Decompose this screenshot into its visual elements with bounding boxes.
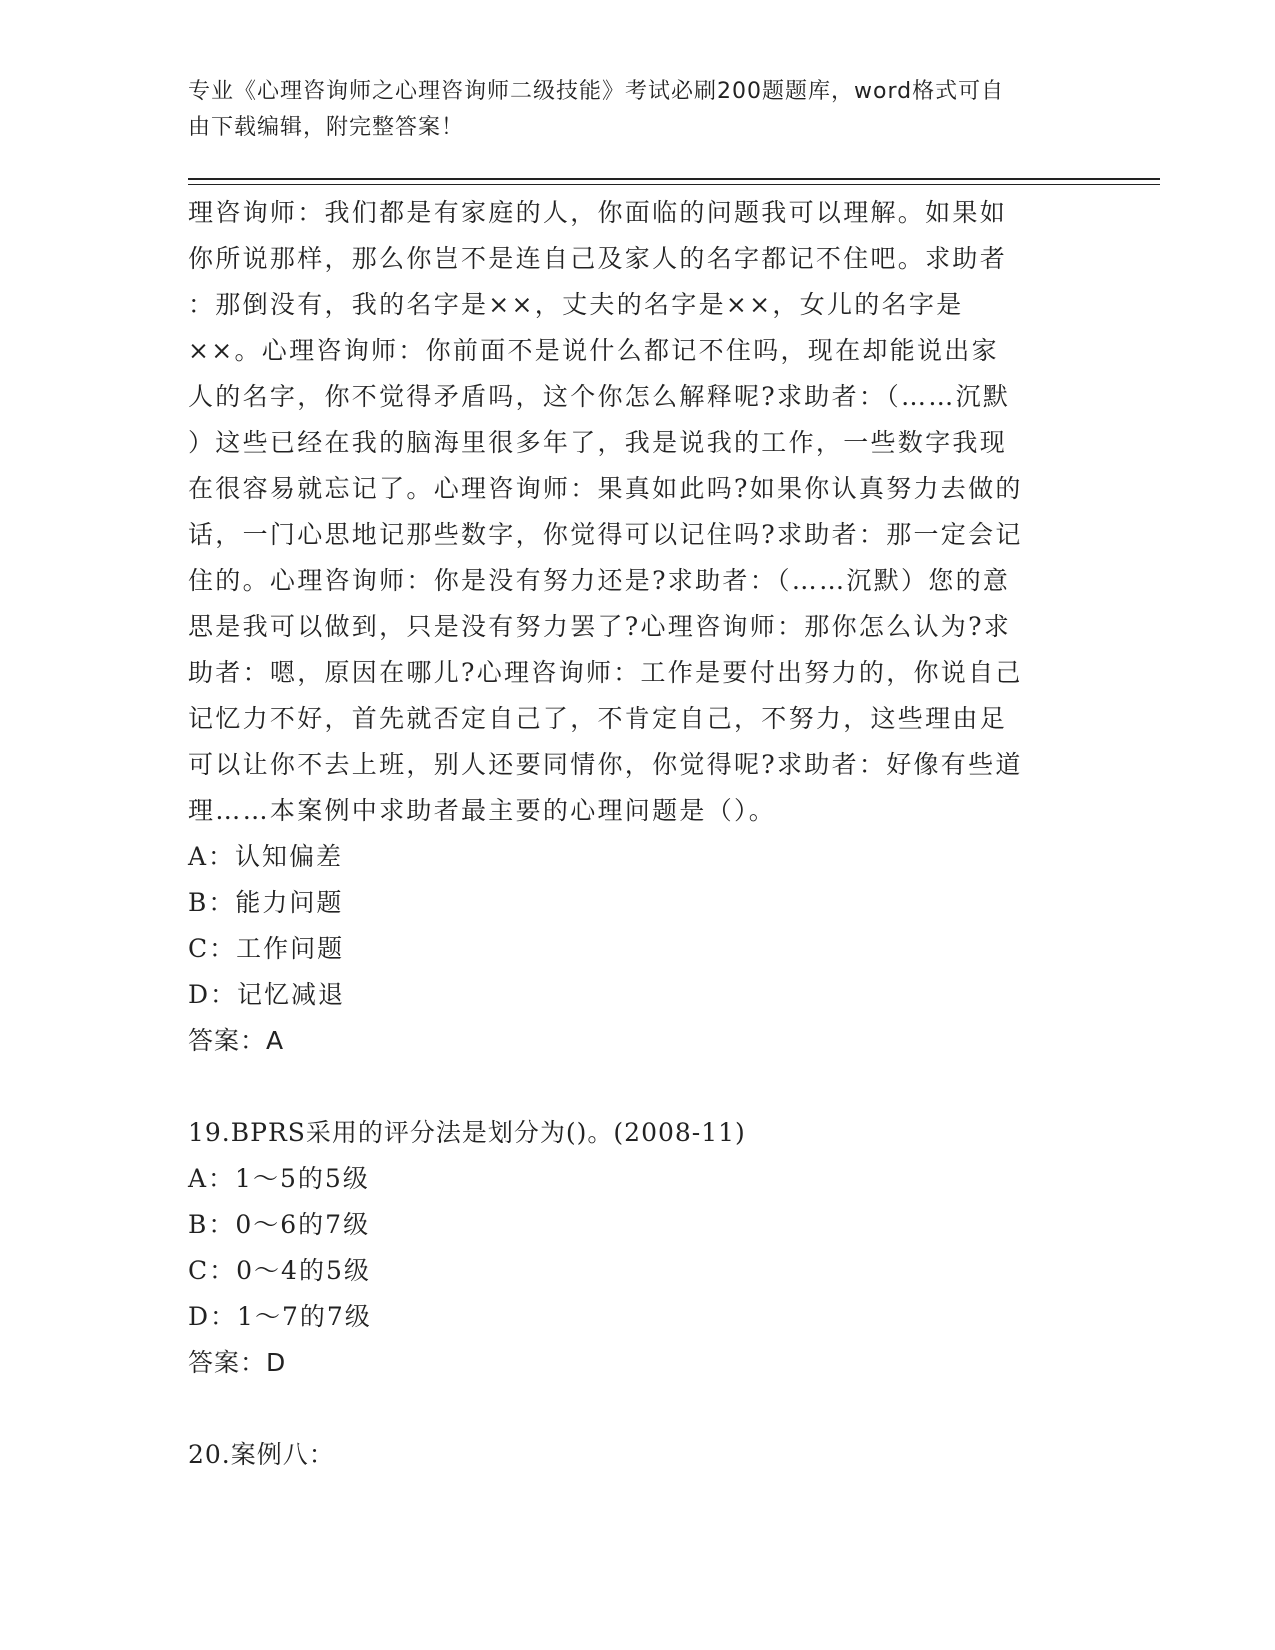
passage-line: 理咨询师：我们都是有家庭的人，你面临的问题我可以理解。如果如 [188,198,1008,227]
option-a: A：1～5的5级 [188,1164,370,1193]
passage-line: 记忆力不好，首先就否定自己了，不肯定自己，不努力，这些理由足 [188,704,1008,733]
header-line-1: 专业《心理咨询师之心理咨询师二级技能》考试必刷200题题库，word格式可自 [188,79,1005,104]
passage-line: 思是我可以做到，只是没有努力罢了?心理咨询师：那你怎么认为?求 [188,612,1012,641]
passage-line: ××。心理咨询师：你前面不是说什么都记不住吗，现在却能说出家 [188,336,999,365]
option-d: D：1～7的7级 [188,1302,372,1331]
passage-line: 人的名字，你不觉得矛盾吗，这个你怎么解释呢?求助者：（……沉默 [188,382,1011,411]
option-c: C：0～4的5级 [188,1256,371,1285]
passage-line: 可以让你不去上班，别人还要同情你，你觉得呢?求助者：好像有些道 [188,750,1023,779]
option-a: A：认知偏差 [188,842,344,871]
option-d: D：记忆减退 [188,980,346,1009]
document-header [188,74,1088,146]
passage-line: ）这些已经在我的脑海里很多年了，我是说我的工作，一些数字我现 [188,428,1008,457]
passage-line: 理……本案例中求助者最主要的心理问题是（）。 [188,796,777,825]
question-20-title: 20.案例八： [188,1440,335,1469]
case-passage [188,190,1088,834]
header-line-2: 由下载编辑，附完整答案！ [188,115,465,140]
document-body [188,190,1088,1478]
passage-line: 住的。心理咨询师：你是没有努力还是?求助者：（……沉默）您的意 [188,566,1011,595]
answer-line: 答案：D [188,1348,287,1377]
header-rule-thin [188,184,1160,185]
header-rule-thick [188,178,1160,180]
option-c: C：工作问题 [188,934,345,963]
passage-line: 你所说那样，那么你岂不是连自己及家人的名字都记不住吧。求助者 [188,244,1008,273]
passage-line: ：那倒没有，我的名字是××，丈夫的名字是××，女儿的名字是 [188,290,964,319]
option-b: B：能力问题 [188,888,344,917]
answer-line: 答案：A [188,1026,285,1055]
passage-line: 助者：嗯，原因在哪儿?心理咨询师：工作是要付出努力的，你说自己 [188,658,1023,687]
option-b: B：0～6的7级 [188,1210,371,1239]
passage-line: 在很容易就忘记了。心理咨询师：果真如此吗?如果你认真努力去做的 [188,474,1023,503]
question-19-title: 19.BPRS采用的评分法是划分为()。(2008-11) [188,1118,746,1147]
passage-line: 话，一门心思地记那些数字，你觉得可以记住吗?求助者：那一定会记 [188,520,1023,549]
